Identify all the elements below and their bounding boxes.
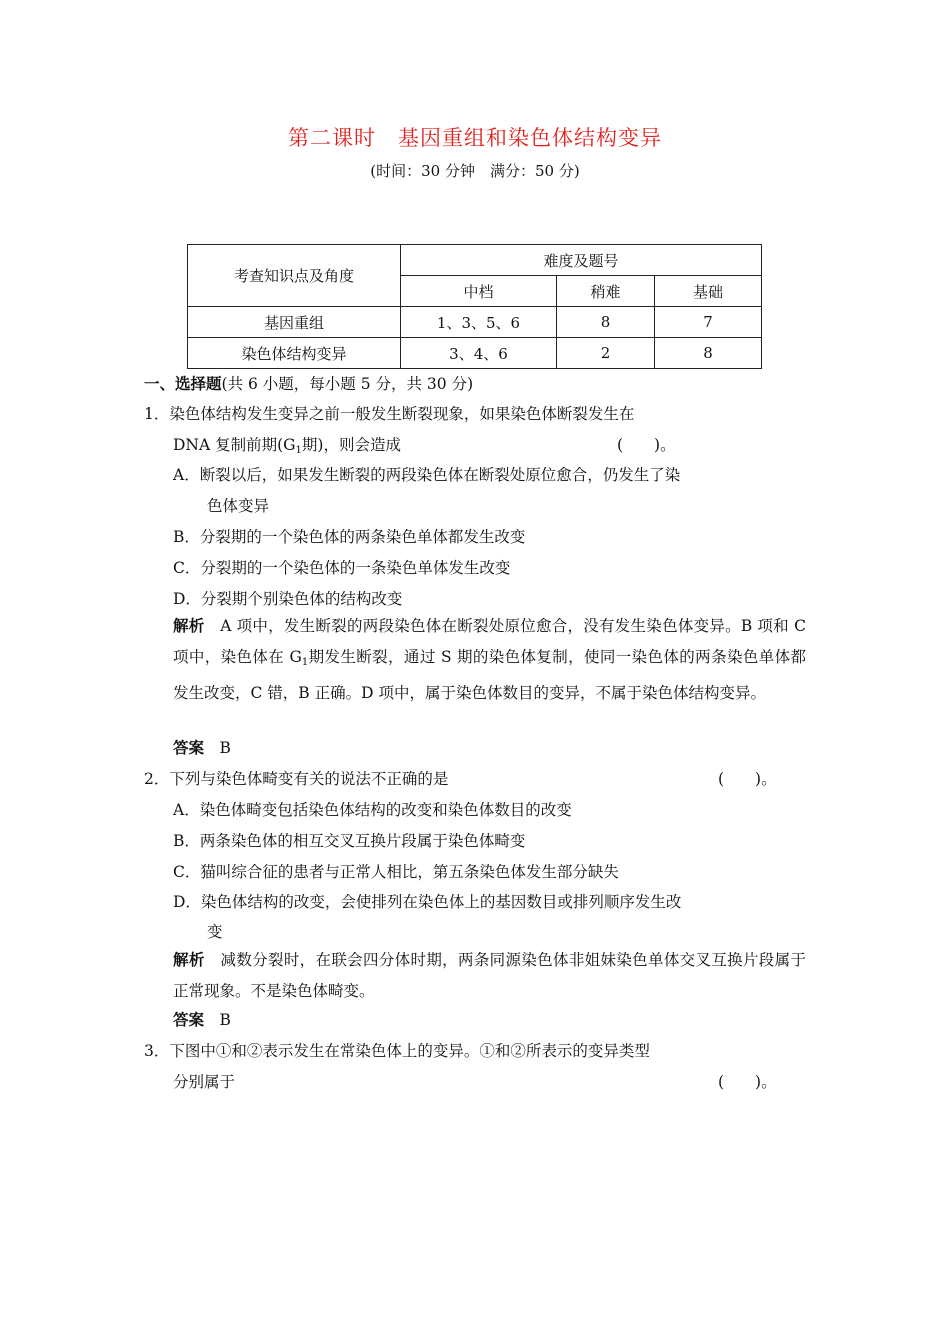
table-cell: 7	[655, 307, 762, 338]
q1-explanation	[173, 610, 806, 709]
page-subtitle: (时间：30 分钟 满分：50 分)	[370, 162, 580, 180]
section-label: 一、选择题	[144, 374, 222, 393]
table-cell-topic: 基因重组	[188, 307, 401, 338]
q1-answer-bracket: ( )。	[617, 436, 676, 454]
q1-explanation-subscript: 1	[301, 657, 309, 668]
knowledge-table	[187, 244, 762, 369]
q1-explanation-text: A 项中，发生断裂的两段染色体在断裂处原位愈合，没有发生染色体变异。B 项和 C 项中，染色体在 G	[173, 617, 806, 666]
table-col-header: 稍难	[557, 276, 655, 307]
section-heading	[144, 372, 473, 394]
q1-stem-text: DNA 复制前期(G	[173, 436, 296, 454]
q1-answer	[173, 736, 231, 758]
table-col-header: 基础	[655, 276, 762, 307]
q2-explanation-text: 减数分裂时，在联会四分体时期，两条同源染色体非姐妹染色单体交叉互换片段属于正常现象。不是染色体畸变。	[173, 951, 806, 1000]
q3-answer-bracket: ( )。	[718, 1073, 777, 1091]
table-col-header: 中档	[401, 276, 557, 307]
section-note: (共 6 小题，每小题 5 分，共 30 分)	[221, 375, 474, 393]
table-row	[188, 307, 762, 338]
q1-option-c: C．分裂期的一个染色体的一条染色单体发生改变	[173, 559, 511, 577]
q2-option-b: B．两条染色体的相互交叉互换片段属于染色体畸变	[173, 832, 526, 850]
table-row-header: 考查知识点及角度	[188, 245, 401, 307]
q1-option-a: A．断裂以后，如果发生断裂的两段染色体在断裂处原位愈合，仍发生了染	[173, 466, 681, 484]
q2-stem: 2．下列与染色体畸变有关的说法不正确的是	[144, 770, 449, 788]
q1-answer-value: B	[219, 739, 231, 757]
q2-explanation-label: 解析	[173, 950, 205, 969]
table-group-header: 难度及题号	[401, 245, 762, 276]
table-row	[188, 338, 762, 369]
q2-option-c: C．猫叫综合征的患者与正常人相比，第五条染色体发生部分缺失	[173, 863, 619, 881]
q2-explanation	[173, 944, 806, 1007]
q2-answer-label: 答案	[173, 1010, 205, 1029]
q2-option-d-cont: 变	[207, 923, 223, 941]
q1-option-d: D．分裂期个别染色体的结构改变	[173, 590, 403, 608]
q1-stem-text: 期)，则会造成	[301, 436, 401, 454]
table-cell: 3、4、6	[401, 338, 557, 369]
q2-option-d: D．染色体结构的改变，会使排列在染色体上的基因数目或排列顺序发生改	[173, 893, 682, 911]
q1-explanation-text: 期发生断裂，通过 S 期的染色体复制，使同一染色体的两条染色单体都发生改变，C 错，B 正确。D 项中，属于染色体数目的变异，不属于染色体结构变异。	[173, 648, 806, 702]
q2-option-a: A．染色体畸变包括染色体结构的改变和染色体数目的改变	[173, 801, 572, 819]
q3-stem-line1: 3．下图中①和②表示发生在常染色体上的变异。①和②所表示的变异类型	[144, 1042, 650, 1060]
q1-answer-label: 答案	[173, 738, 205, 757]
q1-stem-subscript: 1	[295, 445, 302, 456]
q1-stem-line1: 1．染色体结构发生变异之前一般发生断裂现象，如果染色体断裂发生在	[144, 405, 635, 423]
table-cell: 2	[557, 338, 655, 369]
table-cell: 1、3、5、6	[401, 307, 557, 338]
q1-option-a-cont: 色体变异	[207, 497, 270, 515]
q1-explanation-label: 解析	[173, 616, 205, 635]
q2-answer	[173, 1008, 231, 1030]
q2-answer-value: B	[219, 1011, 231, 1029]
table-cell: 8	[655, 338, 762, 369]
table-cell: 8	[557, 307, 655, 338]
q3-stem-line2: 分别属于	[173, 1073, 236, 1091]
q2-answer-bracket: ( )。	[718, 770, 777, 788]
page-title: 第二课时 基因重组和染色体结构变异	[288, 126, 662, 150]
table-cell-topic: 染色体结构变异	[188, 338, 401, 369]
q1-stem-line2	[173, 433, 401, 456]
q1-option-b: B．分裂期的一个染色体的两条染色单体都发生改变	[173, 528, 526, 546]
